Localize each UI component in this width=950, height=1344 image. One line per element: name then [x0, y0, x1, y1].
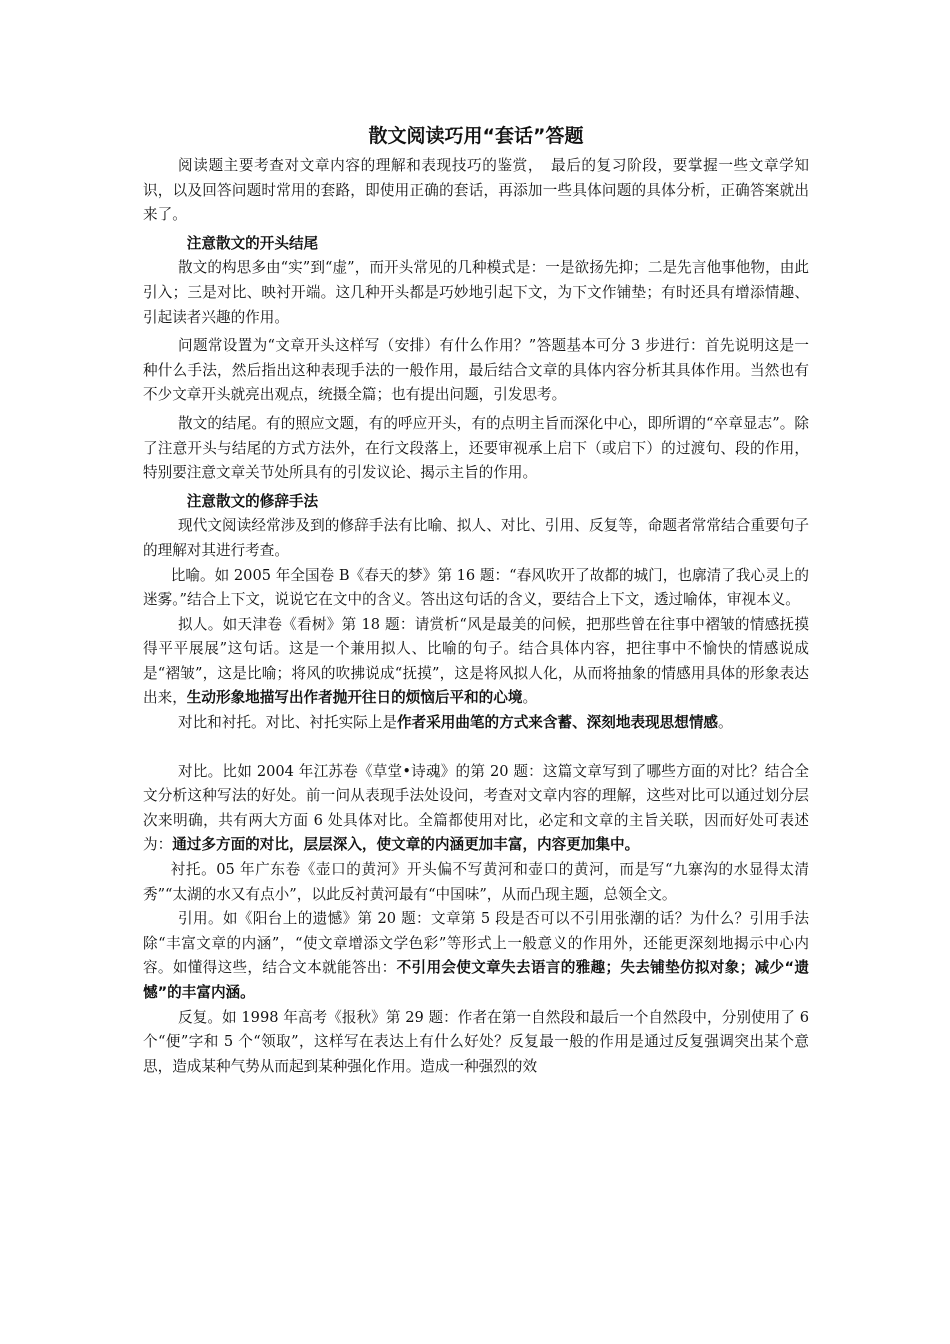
personification-text: 拟人。如天津卷《看树》第 18 题：请赏析“风是最美的问候，把那些曾在往事中褶皱的情感抚摸得平平展展”这句话。这是一个兼用拟人、比喻的句子。结合具体内容，把往事中不愉快的情感说成是“褶皱”，这是比喻；将风的吹拂说成“抚摸”，这是将风拟人化，从而将抽象的情感用具体的形象表达出来，: [143, 615, 809, 707]
intro-paragraph: 阅读题主要考查对文章内容的理解和表现技巧的鉴赏， 最后的复习阶段，要掌握一些文章学知识，以及回答问题时常用的套路，即使用正确的套话，再添加一些具体问题的具体分析，正确答案就出来了。: [143, 157, 809, 224]
section-heading-rhetoric: 注意散文的修辞手法: [186, 492, 319, 510]
personification-end: 。: [522, 689, 538, 707]
personification-bold: 生动形象地描写出作者抛开往日的烦恼后平和的心境: [186, 689, 523, 707]
paragraph-opening-patterns: 散文的构思多由“实”到“虚”，而开头常见的几种模式是：一是欲扬先抑；二是先言他事他物，由此引入；三是对比、映衬开端。这几种开头都是巧妙地引起下文，为下文作铺垫；有时还具有增添情趣、引起读者兴趣的作用。: [143, 259, 809, 326]
paragraph-quotation: [143, 907, 809, 1005]
paragraph-foil: 衬托。05 年广东卷《壶口的黄河》开头偏不写黄河和壶口的黄河，而是写“九寨沟的水显得太清秀”“太湖的水又有点小”，以此反衬黄河最有“中国味”，从而凸现主题，总领全文。: [143, 861, 809, 903]
paragraph-ending: 散文的结尾。有的照应文题，有的呼应开头，有的点明主旨而深化中心，即所谓的“卒章显志”。除了注意开头与结尾的方式方法外，在行文段落上，还要审视承上启下（或启下）的过渡句、段的作用，特别要注意文章关节处所具有的引发议论、揭示主旨的作用。: [143, 414, 809, 482]
paragraph-rhetoric-intro: 现代文阅读经常涉及到的修辞手法有比喻、拟人、对比、引用、反复等，命题者常常结合重要句子的理解对其进行考查。: [143, 517, 809, 559]
paragraph-contrast: [143, 760, 809, 858]
page-title: 散文阅读巧用“套话”答题: [368, 125, 584, 147]
paragraph-opening-question: 问题常设置为“文章开头这样写（安排）有什么作用？”答题基本可分 3 步进行：首先说明这是一种什么手法，然后指出这种表现手法的一般作用，最后结合文章的具体内容分析其具体作用。当然也有不少文章开头就亮出观点，统摄全篇；也有提出问题，引发思考。: [143, 337, 809, 404]
quotation-text: 引用。如《阳台上的遗憾》第 20 题：文章第 5 段是否可以不引用张潮的话？为什么？引用手法除“丰富文章的内涵”，“使文章增添文学色彩”等形式上一般意义的作用外，还能更深刻地揭示中心内容。如懂得这些，结合文本就能答出：: [143, 910, 809, 977]
section-heading-opening-ending: 注意散文的开头结尾: [186, 234, 319, 252]
paragraph-personification: [143, 613, 809, 711]
paragraph-contrast-foil-intro: [143, 711, 809, 736]
paragraph-metaphor: 比喻。如 2005 年全国卷 B《春天的梦》第 16 题：“春风吹开了故都的城门，也廓清了我心灵上的迷雾。”结合上下文，说说它在文中的含义。答出这句话的含义，要结合上下文，透过喻体，审视本义。: [143, 566, 809, 609]
contrast-text: 对比。比如 2004 年江苏卷《草堂•诗魂》的第 20 题：这篇文章写到了哪些方面的对比？结合全文分析这种写法的好处。前一问从表现手法处设问，考查对文章内容的理解，这些对比可以通过划分层次来明确，共有两大方面 6 处具体对比。全篇都使用对比，必定和文章的主旨关联，因而好处可表述为：: [143, 762, 809, 854]
contrast-bold: 通过多方面的对比，层层深入，使文章的内涵更加丰富，内容更加集中。: [172, 836, 640, 854]
quotation-bold: 不引用会使文章失去语言的雅趣；失去铺垫仿拟对象；减少“遗憾”的丰富内涵。: [143, 959, 809, 1001]
blank-line: [143, 736, 809, 760]
contrast-intro-bold: 作者采用曲笔的方式来含蓄、深刻地表现思想情感: [396, 714, 719, 732]
paragraph-repetition: 反复。如 1998 年高考《报秋》第 29 题：作者在第一自然段和最后一个自然段中，分别使用了 6 个“便”字和 5 个“领取”，这样写在表达上有什么好处？反复最一般的作用是通过反复强调突出某个意思，造成某种气势从而起到某种强化作用。造成一种强烈的效: [143, 1008, 809, 1075]
contrast-intro-text: 对比和衬托。对比、衬托实际上是: [178, 714, 397, 732]
document-page: [143, 118, 809, 1079]
contrast-intro-end: 。: [718, 714, 733, 732]
